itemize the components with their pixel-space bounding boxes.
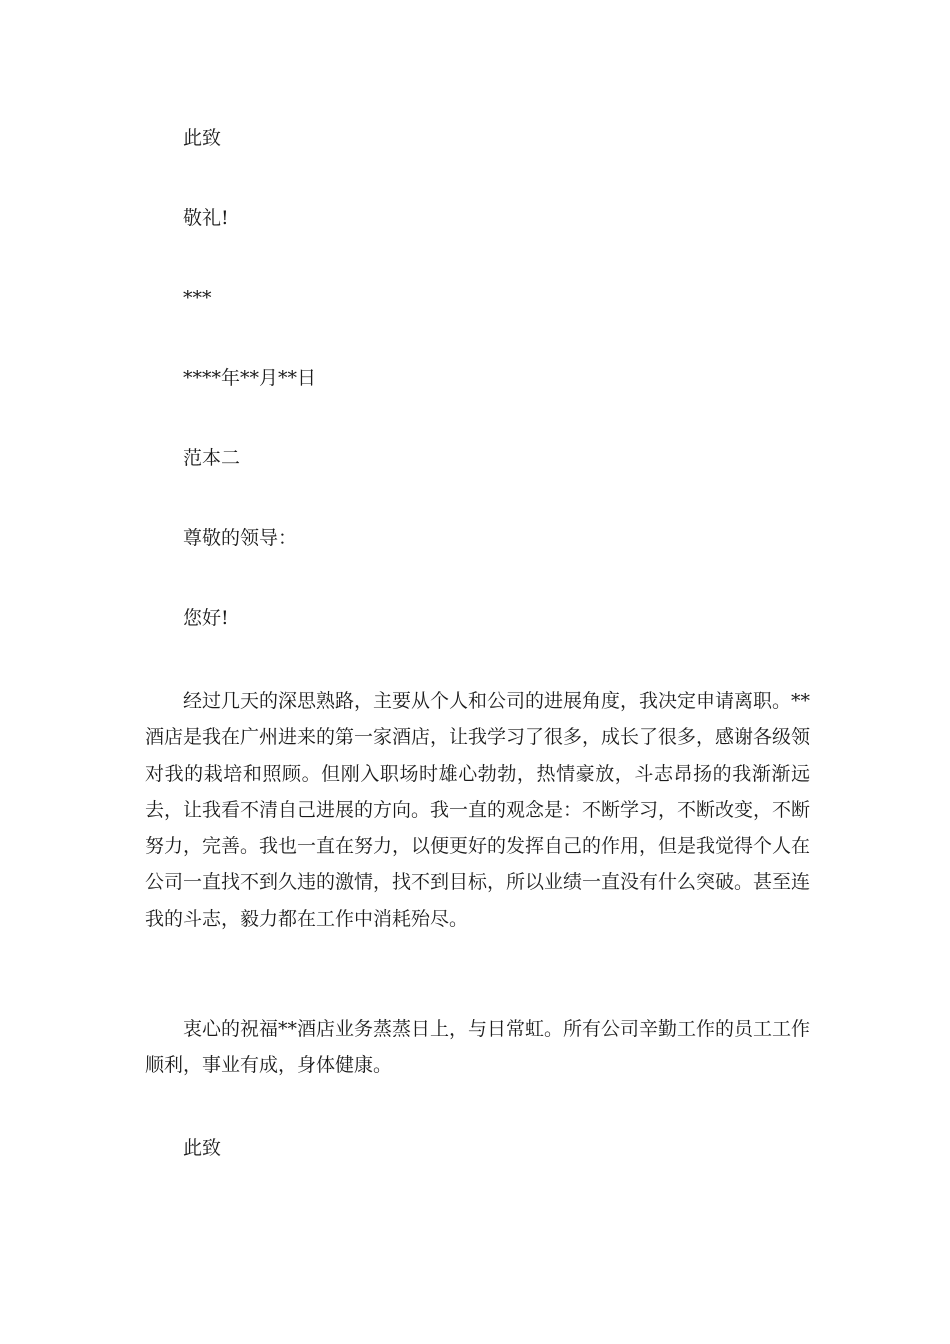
closing-cizhi: 此致 — [183, 1137, 222, 1159]
signature-name: *** — [183, 287, 212, 309]
greeting-hello: 您好! — [183, 607, 229, 629]
greeting-recipient: 尊敬的领导： — [183, 527, 298, 549]
section-heading-sample-two: 范本二 — [183, 447, 241, 469]
body-paragraph-resignation-reason: 经过几天的深思熟路，主要从个人和公司的进展角度，我决定申请离职。**酒店是我在广州进来的第一家酒店，让我学习了很多，成长了很多，感谢各级领对我的栽培和照顾。但刚入职场时雄心勃勃，热情豪放，斗志昂扬的我渐渐远去，让我看不清自己进展的方向。我一直的观念是：不断学习，不断改变，不断努力，完善。我也一直在努力，以便更好的发挥自己的作用，但是我觉得个人在公司一直找不到久违的激情，找不到目标，所以业绩一直没有什么突破。甚至连我的斗志，毅力都在工作中消耗殆尽。 — [145, 690, 811, 930]
body-paragraph-blessing: 衷心的祝福**酒店业务蒸蒸日上，与日常虹。所有公司辛勤工作的员工工作顺利，事业有成，身体健康。 — [145, 1018, 811, 1077]
signature-date: ****年**月**日 — [183, 367, 317, 389]
salutation-jingli: 敬礼! — [183, 207, 229, 229]
salutation-cizhi: 此致 — [183, 127, 222, 149]
